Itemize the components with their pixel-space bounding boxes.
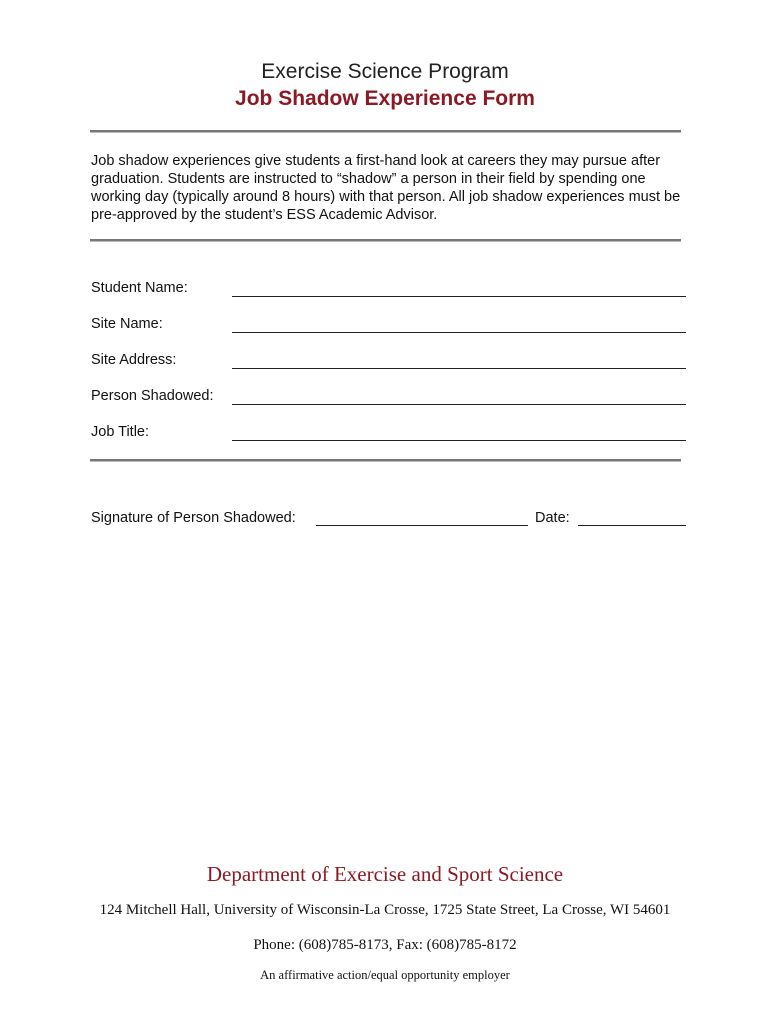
- job-title-label: Job Title:: [91, 424, 150, 440]
- department-address: 124 Mitchell Hall, University of Wisconsin-La Crosse, 1725 State Street, La Crosse, WI 54601: [99, 902, 671, 918]
- divider: [90, 459, 681, 462]
- eoe-statement: An affirmative action/equal opportunity employer: [260, 968, 510, 982]
- intro-paragraph: Job shadow experiences give students a first-hand look at careers they may pursue after graduation. Students are instructed to “shadow” a person in their field by spending one working day (typically around 8 hours) with that person. All job shadow experiences must be pre-approved by the student’s ESS Academic Advisor.: [91, 153, 681, 223]
- site-name-label: Site Name:: [91, 316, 163, 332]
- site-name-field[interactable]: [232, 332, 686, 333]
- person-shadowed-field[interactable]: [232, 404, 686, 405]
- program-title: Exercise Science Program: [261, 60, 509, 83]
- divider: [90, 130, 681, 133]
- person-shadowed-label: Person Shadowed:: [91, 388, 214, 404]
- student-name-field[interactable]: [232, 296, 686, 297]
- signature-field[interactable]: [316, 525, 528, 526]
- date-label: Date:: [535, 510, 570, 526]
- form-title: Job Shadow Experience Form: [235, 87, 535, 110]
- student-name-label: Student Name:: [91, 280, 188, 296]
- divider: [90, 239, 681, 242]
- site-address-field[interactable]: [232, 368, 686, 369]
- department-name: Department of Exercise and Sport Science: [206, 862, 564, 886]
- site-address-label: Site Address:: [91, 352, 177, 368]
- signature-label: Signature of Person Shadowed:: [91, 510, 296, 526]
- job-title-field[interactable]: [232, 440, 686, 441]
- date-field[interactable]: [578, 525, 686, 526]
- phone-fax: Phone: (608)785-8173, Fax: (608)785-8172: [253, 937, 517, 953]
